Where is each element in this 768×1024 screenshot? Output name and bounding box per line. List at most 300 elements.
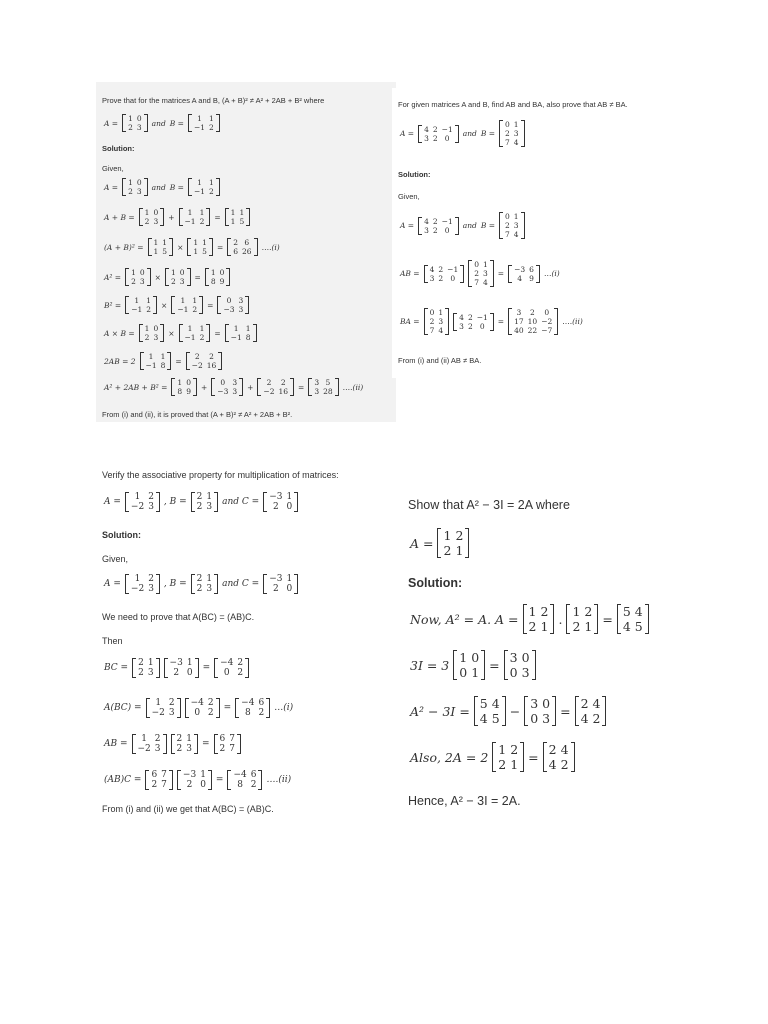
matrix-entry: 2: [151, 780, 158, 790]
matrix-entry: 1: [584, 619, 593, 634]
matrix-entry: 2: [199, 217, 205, 226]
given-label: Given,: [102, 554, 129, 564]
matrix-entry: 1: [206, 492, 213, 502]
expression-text: A =: [400, 129, 415, 138]
matrix-entry: 0: [286, 584, 293, 594]
matrix-entry: 26: [242, 247, 252, 256]
matrix: [508, 308, 558, 335]
expression-text: =: [202, 663, 211, 673]
final-step: [102, 378, 365, 396]
matrix-entry: 3: [206, 502, 213, 512]
matrix-entry: 2: [540, 604, 549, 619]
matrix: [453, 313, 494, 331]
matrix-entry: 4: [424, 216, 429, 226]
matrix-entry: 2: [209, 123, 214, 132]
question-text: Show that A² − 3I = 2A where: [408, 498, 570, 512]
matrix-entry: 1: [572, 604, 581, 619]
matrix-entry: 2: [131, 277, 136, 286]
matrix-entry: 2: [170, 277, 176, 286]
matrix-entry: 2: [584, 604, 593, 619]
solution-step: [102, 296, 251, 314]
matrix-entry: −1: [230, 333, 242, 342]
expression-text: A =: [104, 118, 119, 128]
matrix-entry: 2: [474, 269, 480, 278]
matrix-entry: 1: [160, 352, 166, 361]
matrix-entry: −3: [182, 770, 197, 780]
matrix: [185, 698, 220, 718]
expression-text: A =: [104, 579, 121, 589]
matrix-entry: 7: [161, 770, 167, 780]
matrix-entry: 2: [443, 543, 452, 558]
expression-text: Also, 2A = 2: [410, 749, 489, 765]
matrix-entry: 5: [325, 378, 331, 387]
matrix-entry: 7: [474, 278, 480, 287]
matrix-entry: 2: [194, 352, 200, 361]
matrix-entry: 2: [176, 744, 183, 754]
matrix: [171, 378, 197, 396]
matrix-entry: 2: [498, 757, 507, 772]
matrix-entry: 3: [513, 221, 519, 230]
matrix-entry: 2: [209, 187, 214, 196]
matrix-entry: 2: [455, 528, 464, 543]
matrix-entry: 4: [491, 696, 500, 711]
matrix: [132, 734, 167, 754]
expression-text: ….(ii): [266, 775, 292, 785]
matrix-entry: 2: [138, 658, 144, 668]
expression-text: =: [489, 657, 500, 673]
matrix-entry: −2: [130, 584, 145, 594]
expression-text: =: [202, 739, 210, 749]
expression-text: 3I = 3: [410, 657, 450, 673]
matrix-entry: 4: [622, 619, 631, 634]
matrix-entry: 3: [238, 296, 244, 305]
matrix-entry: 40: [514, 326, 524, 335]
matrix: [186, 352, 223, 370]
matrix: [543, 742, 575, 772]
matrix-entry: −1: [184, 217, 196, 226]
matrix-entry: 8: [245, 333, 251, 342]
matrix-entry: −1: [145, 361, 157, 370]
expression-text: ….(ii): [342, 382, 364, 392]
matrix-entry: 2: [176, 734, 183, 744]
matrix-entry: 1: [131, 268, 136, 277]
matrix-entry: 8: [160, 361, 166, 370]
matrix: [474, 696, 506, 726]
conclusion-text: From (i) and (ii) we get that A(BC) = (AB)C.: [102, 804, 274, 814]
need-to-prove-text: We need to prove that A(BC) = (AB)C.: [102, 612, 255, 622]
matrix-entry: 2: [144, 333, 150, 342]
matrix-entry: 2: [438, 264, 444, 274]
matrix-entry: 7: [505, 230, 510, 239]
expression-text: A =: [400, 221, 415, 230]
expression-text: (AB)C =: [104, 775, 142, 785]
matrix-entry: 0: [509, 665, 518, 680]
matrix-entry: 1: [510, 757, 519, 772]
matrix-entry: 6: [244, 238, 250, 247]
matrix-definition: [408, 528, 471, 558]
expression-text: and: [151, 118, 166, 128]
matrix-entry: 2: [272, 584, 279, 594]
matrix: [179, 324, 211, 342]
matrix-entry: 16: [206, 361, 217, 370]
square-step: [408, 604, 651, 634]
expression-text: +: [168, 212, 175, 222]
matrix-entry: 2: [560, 757, 569, 772]
matrix-entry: 0: [153, 324, 159, 333]
expression-text: A =: [410, 535, 434, 551]
matrix-entry: 1: [134, 574, 141, 584]
matrix-entry: 3: [513, 129, 519, 138]
matrix-entry: 1: [147, 658, 154, 668]
matrix-entry: 0: [444, 133, 450, 143]
expression-text: A + B =: [104, 212, 135, 222]
matrix-entry: 2: [266, 378, 272, 387]
expression-text: ×: [168, 328, 175, 338]
expression-text: B =: [480, 221, 496, 230]
matrix-entry: 6: [258, 698, 265, 708]
matrix-entry: −1: [177, 305, 189, 314]
question-text: Verify the associative property for multiplication of matrices:: [102, 470, 339, 480]
expression-text: and: [151, 182, 166, 192]
difference-step: [408, 696, 608, 726]
matrix-entry: 0: [153, 208, 159, 217]
matrix-entry: 5: [622, 604, 631, 619]
matrix-entry: 5: [491, 711, 500, 726]
matrix-entry: −2: [191, 361, 203, 370]
matrix-entry: 2: [209, 352, 214, 361]
matrix-entry: 1: [144, 324, 150, 333]
matrix-entry: 2: [144, 217, 150, 226]
matrix: [227, 238, 257, 256]
matrix: [125, 574, 160, 594]
matrix-entry: 2: [237, 668, 244, 678]
matrix: [617, 604, 649, 634]
matrix-entry: 5: [479, 696, 488, 711]
matrix-entry: 2: [154, 734, 161, 744]
solution-label: Solution:: [102, 144, 135, 153]
matrix-entry: 22: [527, 326, 538, 335]
matrix-entry: −1: [131, 305, 143, 314]
matrix-entry: 2: [186, 780, 193, 790]
matrix-entry: 1: [153, 247, 159, 256]
exercise-panel-1: [96, 82, 396, 422]
conclusion-text: From (i) and (ii), it is proved that (A + B)² ≠ A² + 2AB + B².: [102, 410, 293, 419]
solution-label: Solution:: [102, 530, 141, 540]
expression-text: =: [528, 749, 539, 765]
matrix-entry: 1: [153, 238, 159, 247]
matrix-entry: 1: [199, 324, 205, 333]
solution-step: [102, 352, 224, 370]
matrix: [263, 492, 298, 512]
matrix-entry: 1: [230, 217, 236, 226]
matrix-entry: 0: [471, 650, 480, 665]
matrix-entry: 5: [162, 247, 168, 256]
matrix-entry: 3: [516, 308, 522, 317]
matrix-definition: [102, 492, 300, 512]
expression-text: =: [602, 611, 613, 627]
matrix-entry: 5: [634, 619, 643, 634]
matrix-entry: 1: [144, 208, 150, 217]
matrix-entry: 3: [483, 269, 488, 278]
expression-text: B =: [480, 129, 496, 138]
matrix-entry: 17: [514, 317, 524, 326]
matrix-entry: 9: [529, 273, 534, 283]
expression-text: =: [214, 328, 221, 338]
matrix-entry: −1: [441, 216, 453, 226]
expression-text: A =: [104, 182, 119, 192]
matrix-entry: 3: [136, 123, 142, 132]
matrix-entry: 0: [179, 268, 185, 277]
given-matrices: [102, 178, 222, 196]
expression-text: =: [215, 775, 224, 785]
matrix: [217, 296, 249, 314]
matrix-entry: 1: [206, 574, 213, 584]
matrix-entry: 5: [202, 247, 207, 256]
matrix-entry: 0: [450, 273, 456, 283]
matrix-entry: 0: [544, 308, 550, 317]
matrix-entry: 2: [467, 321, 473, 331]
matrix-entry: 3: [232, 387, 238, 396]
matrix-entry: 3: [232, 378, 238, 387]
solution-step: [102, 658, 251, 678]
matrix: [122, 114, 148, 132]
matrix-entry: 1: [471, 665, 480, 680]
expression-text: A(BC) =: [104, 703, 142, 713]
matrix-entry: 3: [314, 378, 320, 387]
matrix: [171, 734, 198, 754]
expression-text: , B =: [163, 497, 187, 507]
matrix-entry: 7: [229, 744, 236, 754]
matrix-entry: 0: [429, 308, 435, 317]
matrix-entry: 2: [196, 574, 203, 584]
matrix-entry: 10: [527, 317, 538, 326]
expression-text: BA =: [400, 317, 420, 326]
matrix-entry: 0: [444, 225, 450, 235]
matrix: [132, 658, 159, 678]
expression-text: 2AB = 2: [104, 356, 136, 366]
matrix-entry: 1: [498, 742, 507, 757]
matrix: [504, 650, 536, 680]
matrix-entry: 0: [139, 268, 145, 277]
matrix-entry: 0: [459, 665, 468, 680]
matrix: [165, 268, 191, 286]
matrix-entry: 1: [146, 296, 152, 305]
question-text: For given matrices A and B, find AB and BA, also prove that AB ≠ BA.: [398, 100, 628, 109]
matrix-entry: 0: [505, 212, 510, 221]
matrix-entry: 2: [429, 317, 435, 326]
expression-text: ….(ii): [562, 317, 583, 326]
expression-text: and: [462, 221, 477, 230]
matrix-entry: 1: [193, 247, 199, 256]
matrix-entry: 3: [139, 277, 145, 286]
matrix-entry: 2: [528, 619, 537, 634]
matrix-entry: 1: [286, 492, 293, 502]
matrix-entry: 2: [128, 123, 133, 132]
matrix-entry: 1: [186, 734, 192, 744]
matrix-entry: −3: [514, 264, 526, 274]
expression-text: …(i): [543, 269, 560, 278]
matrix-entry: −2: [541, 317, 553, 326]
matrix-entry: 1: [209, 114, 214, 123]
matrix: [188, 114, 220, 132]
matrix-entry: 1: [209, 178, 214, 187]
matrix-entry: 2: [510, 742, 519, 757]
expression-text: AB =: [104, 739, 128, 749]
matrix-entry: 9: [186, 387, 191, 396]
matrix-entry: 2: [505, 129, 510, 138]
expression-text: B² =: [104, 300, 122, 310]
matrix: [146, 698, 181, 718]
matrix-entry: 4: [429, 264, 435, 274]
matrix-entry: 8: [210, 277, 216, 286]
matrix-entry: 4: [479, 711, 488, 726]
solution-label: Solution:: [398, 170, 431, 179]
expression-text: A² + 2AB + B² =: [104, 382, 168, 392]
matrix: [492, 742, 524, 772]
matrix-entry: 2: [432, 225, 438, 235]
matrix-entry: 3: [424, 225, 429, 235]
matrix-entry: 0: [186, 378, 191, 387]
matrix-entry: 2: [128, 187, 133, 196]
matrix-entry: 3: [424, 133, 429, 143]
matrix-entry: −4: [233, 770, 247, 780]
matrix-entry: 3: [147, 668, 154, 678]
matrix-entry: 2: [233, 238, 239, 247]
matrix: [214, 658, 249, 678]
matrix-entry: 1: [186, 658, 193, 668]
matrix-entry: 7: [161, 780, 167, 790]
expression-text: B =: [169, 118, 184, 128]
matrix: [191, 492, 218, 512]
solution-step: [102, 770, 293, 790]
matrix: [177, 770, 212, 790]
matrix-entry: 3: [154, 744, 161, 754]
given-matrices: [102, 574, 300, 594]
matrix-entry: 4: [592, 696, 601, 711]
matrix-definition: [102, 114, 222, 132]
matrix: [235, 698, 270, 718]
matrix-entry: −4: [220, 658, 234, 668]
matrix: [187, 238, 213, 256]
matrix-entry: 3: [186, 744, 192, 754]
matrix: [191, 574, 218, 594]
expression-text: …(i): [274, 703, 294, 713]
matrix-entry: 2: [207, 698, 214, 708]
matrix-entry: 0: [219, 268, 225, 277]
matrix-entry: 3: [238, 305, 244, 314]
matrix-entry: 1: [438, 308, 444, 317]
matrix-entry: 8: [237, 780, 243, 790]
matrix-entry: 0: [479, 321, 485, 331]
conclusion-text: Hence, A² − 3I = 2A.: [408, 794, 521, 808]
expression-text: AB =: [400, 269, 420, 278]
matrix-entry: 3: [179, 277, 185, 286]
matrix-entry: 1: [197, 178, 202, 187]
matrix-entry: 3: [314, 387, 320, 396]
matrix-entry: 7: [429, 326, 435, 335]
matrix-entry: 0: [186, 668, 193, 678]
matrix-entry: 2: [196, 492, 203, 502]
matrix-entry: 2: [548, 742, 557, 757]
matrix-entry: 1: [483, 260, 488, 269]
matrix-entry: 0: [505, 120, 510, 129]
matrix-entry: 2: [530, 308, 535, 317]
matrix-entry: 2: [250, 780, 257, 790]
matrix-entry: 3: [153, 333, 159, 342]
matrix-entry: 2: [467, 312, 473, 322]
matrix-entry: 5: [239, 217, 245, 226]
matrix-entry: 4: [424, 124, 429, 134]
matrix-entry: 3: [530, 696, 539, 711]
matrix: [508, 265, 540, 283]
expression-text: A² − 3I =: [410, 703, 470, 719]
solution-step: [102, 324, 259, 342]
matrix: [524, 696, 556, 726]
matrix-entry: 2: [432, 216, 438, 226]
matrix: [188, 178, 220, 196]
matrix: [205, 268, 231, 286]
expression-text: and C =: [222, 579, 260, 589]
matrix-entry: 2: [505, 221, 510, 230]
matrix-entry: 28: [323, 387, 333, 396]
matrix-entry: 2: [138, 668, 144, 678]
matrix-entry: 16: [278, 387, 289, 396]
matrix-entry: 4: [634, 604, 643, 619]
matrix-entry: 1: [148, 352, 154, 361]
matrix: [125, 296, 157, 314]
matrix-entry: 2: [196, 584, 203, 594]
matrix: [164, 658, 199, 678]
matrix-entry: 2: [196, 502, 203, 512]
matrix-entry: 7: [229, 734, 236, 744]
matrix: [263, 574, 298, 594]
matrix-entry: −1: [184, 333, 196, 342]
solution-step: [102, 734, 243, 754]
matrix-entry: 2: [580, 696, 589, 711]
matrix-entry: 3: [153, 217, 159, 226]
matrix-entry: 3: [148, 584, 154, 594]
matrix: [575, 696, 607, 726]
matrix: [453, 650, 485, 680]
matrix-entry: 1: [200, 770, 206, 780]
expression-text: =: [214, 212, 221, 222]
matrix: [122, 178, 148, 196]
matrix: [225, 208, 251, 226]
matrix-entry: 1: [197, 114, 202, 123]
matrix-entry: 1: [134, 296, 140, 305]
matrix: [468, 260, 494, 287]
expression-text: BC =: [104, 663, 129, 673]
matrix-entry: 0: [223, 668, 230, 678]
matrix-entry: 1: [245, 324, 251, 333]
expression-text: and: [462, 129, 477, 138]
matrix-entry: 2: [148, 492, 154, 502]
matrix-entry: −2: [130, 502, 145, 512]
expression-text: =: [497, 317, 505, 326]
matrix-entry: −1: [193, 123, 206, 132]
matrix-entry: 6: [529, 264, 534, 274]
matrix-entry: −1: [447, 264, 459, 274]
expression-text: =: [175, 356, 182, 366]
matrix-entry: 1: [180, 296, 186, 305]
matrix-entry: 2: [432, 124, 438, 134]
matrix-entry: 1: [170, 268, 176, 277]
matrix-entry: −1: [193, 187, 206, 196]
matrix-entry: 1: [528, 604, 537, 619]
matrix-entry: −3: [269, 574, 283, 584]
matrix-entry: 0: [220, 378, 226, 387]
matrix-entry: 2: [199, 333, 205, 342]
